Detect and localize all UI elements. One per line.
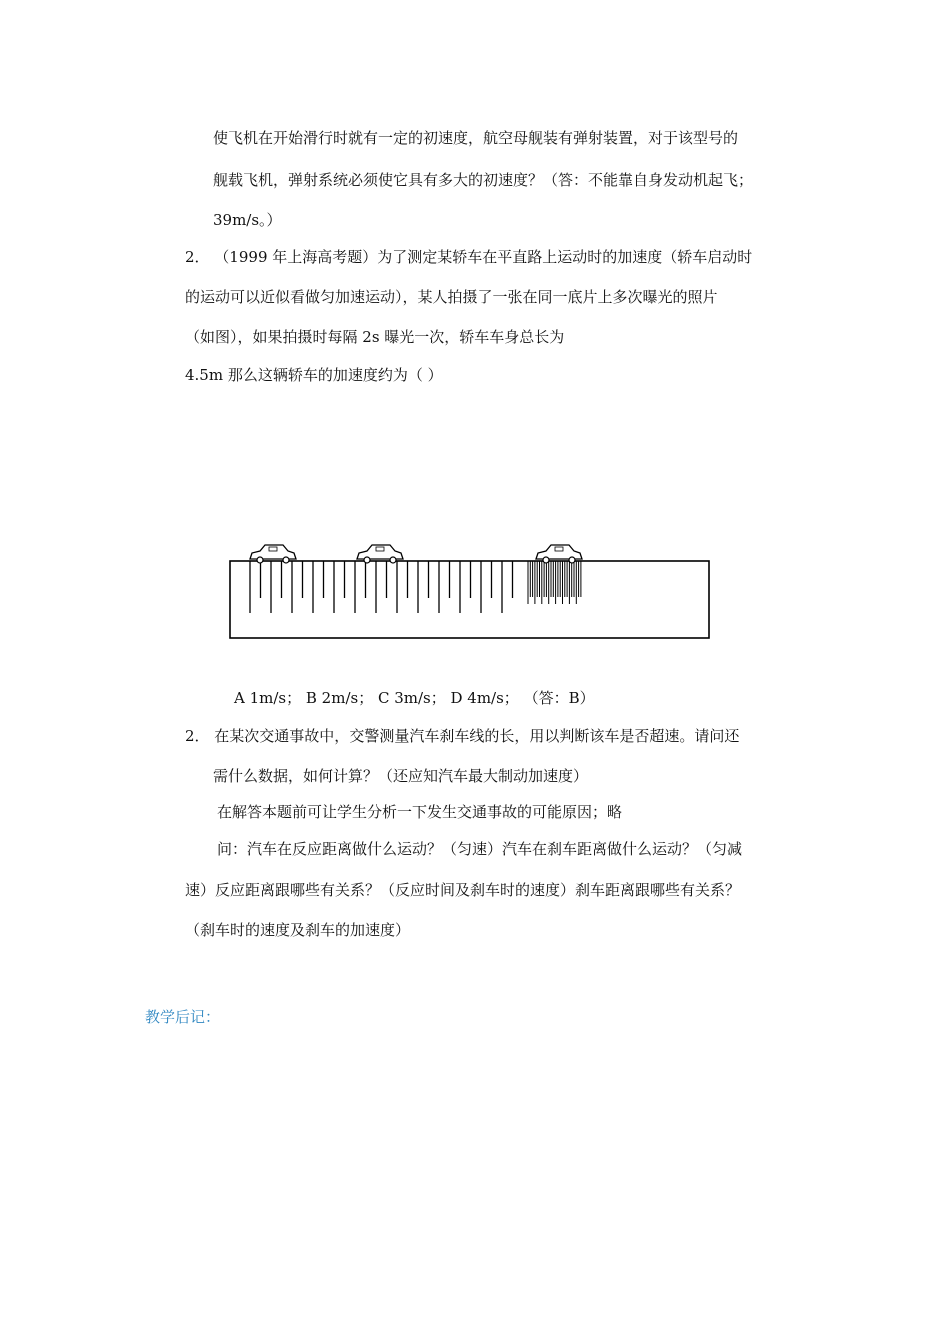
car-photo-figure [220,530,720,645]
text-line-13: 速）反应距离跟哪些有关系？（反应时间及刹车时的速度）刹车距离跟哪些有关系？ [185,881,741,899]
text-line-11: 在解答本题前可让学生分析一下发生交通事故的可能原因；略 [217,803,623,821]
text-line-9: 2． 在某次交通事故中，交警测量汽车刹车线的长，用以判断该车是否超速。请问还 [185,727,740,745]
text-line-2: 舰载飞机，弹射系统必须使它具有多大的初速度？（答：不能靠自身发动机起飞； [213,171,754,189]
answer-options: A 1m/s； B 2m/s； C 3m/s； D 4m/s； （答：B） [234,689,595,707]
text-line-4: 2． （1999 年上海高考题）为了测定某轿车在平直路上运动时的加速度（轿车启动时 [185,248,753,266]
section-heading: 教学后记： [145,1008,221,1026]
text-line-6: （如图），如果拍摄时每隔 2s 曝光一次，轿车车身总长为 [185,328,565,346]
text-line-10: 需什么数据，如何计算？（还应知汽车最大制动加速度） [213,767,589,785]
text-line-7: 4.5m 那么这辆轿车的加速度约为（ ） [185,366,443,384]
text-line-12: 问：汽车在反应距离做什么运动？（匀速）汽车在刹车距离做什么运动？（匀减 [217,840,743,858]
ruler-ticks [250,561,581,613]
text-line-5: 的运动可以近似看做匀加速运动），某人拍摄了一张在同一底片上多次曝光的照片 [185,288,718,306]
text-line-3: 39m/s。） [213,211,282,229]
text-line-1: 使飞机在开始滑行时就有一定的初速度，航空母舰装有弹射装置，对于该型号的 [213,129,739,147]
text-line-14: （刹车时的速度及刹车的加速度） [185,921,411,939]
